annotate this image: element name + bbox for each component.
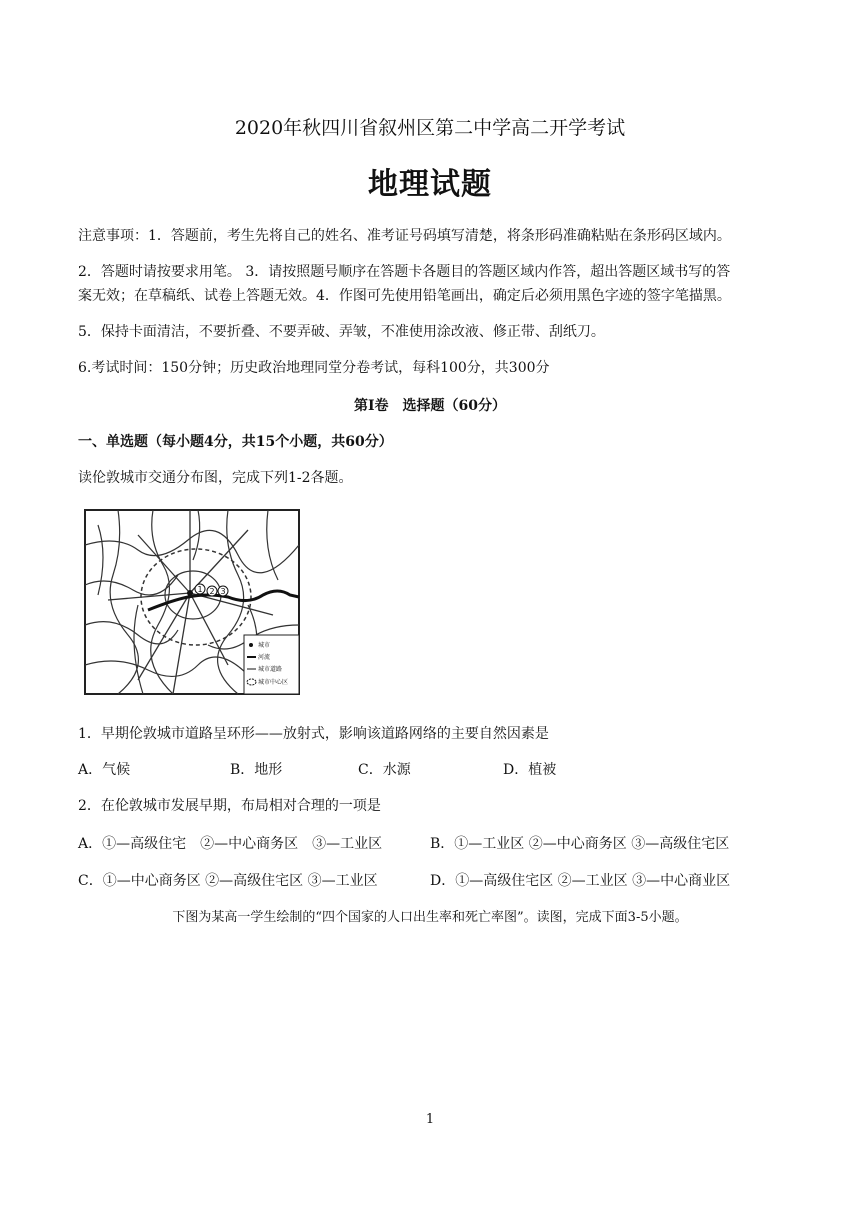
- legend-road: 城市道路: [258, 666, 283, 673]
- q2-option-d: D．①—高级住宅区 ②—工业区 ③—中心商业区: [430, 873, 731, 889]
- q2-option-c: C．①—中心商务区 ②—高级住宅区 ③—工业区: [78, 873, 378, 889]
- section1-title: 一、单选题（每小题4分，共15个小题，共60分）: [78, 434, 393, 450]
- q2-option-a: A．①—高级住宅 ②—中心商务区 ③—工业区: [78, 836, 383, 852]
- notes-line-1: 注意事项：1．答题前，考生先将自己的姓名、准考证号码填写清楚，将条形码准确粘贴在条形码区域内。: [78, 228, 731, 244]
- intro-q1-2: 读伦敦城市交通分布图，完成下列1-2各题。: [78, 470, 353, 486]
- london-transport-map: [78, 505, 310, 702]
- q1-option-d: D．植被: [503, 762, 557, 778]
- intro-q3-5: 下图为某高一学生绘制的“四个国家的人口出生率和死亡率图”。读图，完成下面3-5小题。: [172, 910, 688, 925]
- part1-title: 第I卷 选择题（60分）: [353, 398, 507, 414]
- legend-city: 城市: [258, 642, 271, 649]
- q1-option-c: C．水源: [358, 762, 411, 778]
- q1-option-b: B．地形: [230, 762, 283, 778]
- notes-line-4: 6.考试时间：150分钟；历史政治地理同堂分卷考试，每科100分，共300分: [78, 360, 550, 376]
- marker-1: 1: [197, 585, 203, 594]
- legend-center: 城市中心区: [258, 679, 289, 686]
- marker-3: 3: [220, 587, 226, 596]
- notes-line-2a: 2．答题时请按要求用笔。 3．请按照题号顺序在答题卡各题目的答题区域内作答，超出答题区域书写的答: [78, 264, 731, 280]
- q1-option-a: A．气候: [78, 762, 131, 778]
- exam-title: 2020年秋四川省叙州区第二中学高二开学考试: [234, 117, 626, 139]
- q2-option-b: B．①—工业区 ②—中心商务区 ③—高级住宅区: [430, 836, 730, 852]
- notes-line-3: 5．保持卡面清洁，不要折叠、不要弄破、弄皱，不准使用涂改液、修正带、刮纸刀。: [78, 324, 605, 340]
- notes-line-2b: 案无效；在草稿纸、试卷上答题无效。4．作图可先使用铅笔画出，确定后必须用黑色字迹的签字笔描黑。: [78, 288, 731, 304]
- q2-stem: 2．在伦敦城市发展早期，布局相对合理的一项是: [78, 798, 381, 814]
- marker-2: 2: [209, 587, 215, 596]
- legend-river: 河流: [258, 654, 271, 661]
- page-number: 1: [425, 1112, 435, 1127]
- subject-title: 地理试题: [368, 167, 492, 202]
- q1-stem: 1．早期伦敦城市道路呈环形——放射式，影响该道路网络的主要自然因素是: [78, 726, 549, 742]
